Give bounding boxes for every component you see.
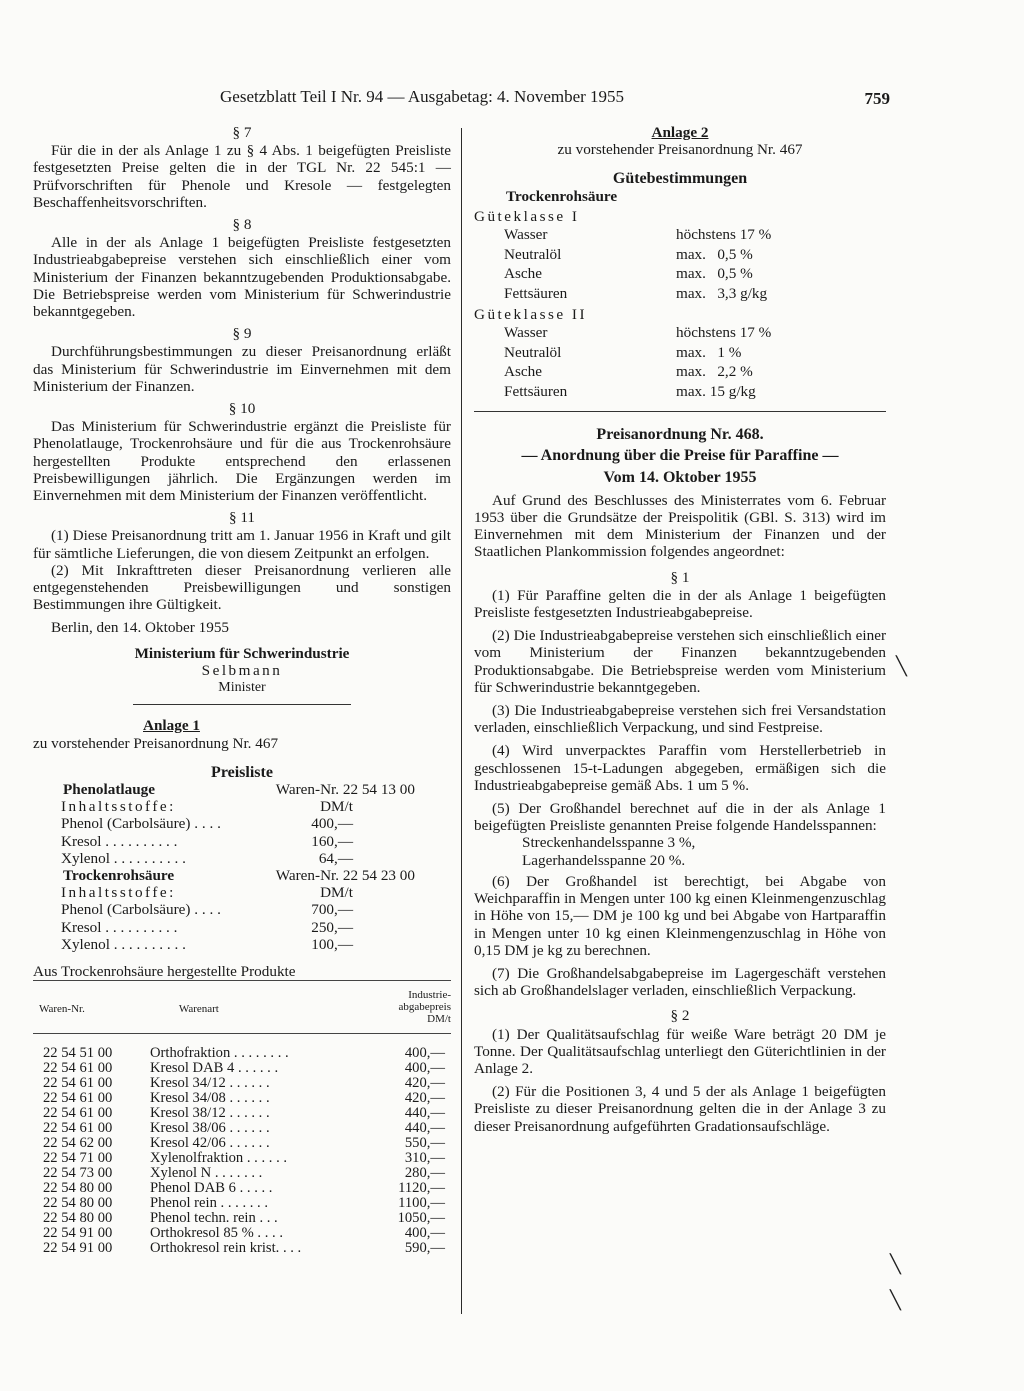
ministry-name: Ministerium für Schwerindustrie [134,644,350,662]
leader: . . . . [257,1224,283,1241]
cell-price: 590,— [404,1239,445,1256]
table-row [33,1166,451,1181]
cell-waren-nr: 22 54 91 00 [43,1224,113,1241]
leader: . . . . . . . . . . [105,918,178,936]
anlage2-title: Anlage 2 [651,124,709,141]
quality-product: Trockenrohsäure [506,187,618,205]
paragraph: Auf Grund des Beschlusses des Ministerrates vom 6. Februar 1953 über die Grundsätze der Preispolitik (GBl. S. 313) wird im Einvernehmen mit dem Ministerium der Finanzen und der Staatlichen Plankommission folgendes angeordnet: [474,491,886,561]
quality-key: Wasser [504,226,548,244]
table-row [33,1241,451,1256]
cell-waren-nr: 22 54 61 00 [43,1090,113,1106]
quality-value: höchstens 17 % [676,324,772,342]
cell-price: 420,— [404,1075,445,1092]
separator [474,411,886,412]
anlage1-title: Anlage 1 [143,717,200,735]
quality-key: Fettsäuren [504,382,568,400]
item-name: Kresol [61,918,102,936]
quality-row [474,225,886,245]
col-price [398,989,451,1025]
item-price: 100,— [311,935,353,953]
item-name: Phenol (Carbolsäure) [61,815,191,833]
waren-nr: Waren-Nr. 22 54 13 00 [275,780,415,798]
unit: DM/t [320,798,353,816]
cell-warenart [150,1181,375,1196]
table-row [33,1106,451,1121]
paragraph: (3) Die Industrieabgabepreise verstehen sich frei Versandstation verladen, einschließlich Verpackung, und sind Festpreise. [474,702,886,737]
item-name: Phenol (Carbolsäure) [61,901,191,919]
margin-stroke-icon: ╲ [896,656,907,676]
products-table-body [33,1046,451,1255]
table-row [33,1196,451,1211]
cell-warenart [150,1061,375,1076]
paragraph: (1) Für Paraffine gelten die in der als Anlage 1 beigefügten Preisliste festgesetzten Industrieabgabepreise. [474,586,886,622]
quality-class-name: Güteklasse I [474,207,580,225]
product-name: Orthokresol rein krist. [150,1239,280,1256]
anlage1-subtitle: zu vorstehender Preisanordnung Nr. 467 [33,734,279,752]
price-group [33,781,451,867]
cell-price: 400,— [404,1060,445,1077]
table-row [33,1151,451,1166]
table-row [33,1226,451,1241]
quality-value: höchstens 17 % [676,226,772,244]
quality-class-name: Güteklasse II [474,306,588,324]
item-price: 250,— [311,918,353,936]
leader: . . . . . . . . . . [113,849,186,867]
table-row [33,1076,451,1091]
product-name: Orthofraktion [150,1045,231,1062]
product-name: Kresol 34/12 [150,1075,226,1092]
quality-row [474,264,886,284]
quality-value: max. 3,3 g/kg [676,284,768,302]
table-row [33,1181,451,1196]
leader: . . . . . . [229,1075,270,1092]
item-price: 700,— [311,901,353,919]
leader: . . . [282,1239,302,1256]
quality-row [474,284,886,304]
signer-name: Selbmann [201,661,283,679]
item-name: Xylenol [61,849,110,867]
column-divider [461,128,462,1314]
leader: . . . . . . [237,1060,279,1077]
quality-value: max. 0,5 % [676,265,753,283]
contents-label: Inhaltsstoffe: [61,884,176,902]
group-name: Trockenrohsäure [63,866,175,884]
left-column [33,124,451,1255]
paragraph: (1) Der Qualitätsaufschlag für weiße Ware beträgt 20 DM je Tonne. Der Qualitätsaufschlag unterliegt den Güterichtlinien in der Anlage 2. [474,1025,886,1077]
pa468-subtitle: — Anordnung über die Preise für Paraffine — [521,447,839,465]
col-price-line2: abgabepreis [398,1001,451,1014]
paragraph: (5) Der Großhandel berechnet auf die in der als Anlage 1 beigefügten Preisliste genannten Preise folgende Handelsspannen: [474,800,886,835]
cell-price: 440,— [404,1119,445,1136]
paragraph: (6) Der Großhandel ist berechtigt, bei Abgabe von Weichparaffin in Mengen unter 100 kg einen Kleinmengenzuschlag in Höhe von 15,— DM je 100 kg und bei Abgabe von Hartparaffin in Mengen unter 10 kg einen Kleinmengenzuschlag in Höhe von 0,15 DM je kg zu berechnen. [474,872,886,959]
waren-nr: Waren-Nr. 22 54 23 00 [275,866,415,884]
price-row [33,919,451,936]
paragraph: (1) Diese Preisanordnung tritt am 1. Januar 1956 in Kraft und gilt für sämtliche Lieferungen, die von diesem Zeitpunkt an erfolgen. [33,527,451,562]
price-row [33,901,451,918]
product-name: Phenol DAB 6 [150,1179,236,1196]
table-row [33,1061,451,1076]
price-row [33,850,451,867]
cell-price: 400,— [404,1224,445,1241]
cell-price: 310,— [404,1149,445,1166]
col-price-line1: Industrie- [408,989,451,1002]
leader: . . . . [194,815,221,833]
product-name: Kresol 38/12 [150,1104,226,1121]
margin-line: Lagerhandelsspanne 20 %. [522,851,686,869]
cell-price: 280,— [404,1164,445,1181]
leader: . . . . . . [229,1104,270,1121]
running-title: Gesetzblatt Teil I Nr. 94 — Ausgabetag: 4. November 1955 [220,87,625,106]
cell-warenart [150,1241,375,1256]
leader: . . . . . . [246,1149,288,1166]
product-name: Kresol 34/08 [150,1090,226,1106]
col-price-line3: DM/t [427,1013,451,1026]
cell-warenart [150,1151,375,1166]
section-heading: § 1 [670,568,690,586]
cell-waren-nr: 22 54 80 00 [43,1179,113,1196]
leader: . . . . . [239,1179,273,1196]
quality-value: max. 1 % [676,343,742,361]
margin-line: Streckenhandelsspanne 3 %, [522,834,696,852]
cell-warenart [150,1211,375,1226]
quality-key: Asche [504,265,542,283]
product-name: Phenol techn. rein [150,1209,256,1226]
quality-value: max. 0,5 % [676,245,753,263]
price-group [33,867,451,953]
pa468-date: Vom 14. Oktober 1955 [603,468,757,486]
quality-key: Fettsäuren [504,284,568,302]
cell-price: 550,— [404,1134,445,1151]
product-name: Phenol rein [150,1194,217,1211]
cell-warenart [150,1091,375,1106]
cell-price: 1120,— [398,1179,445,1196]
cell-waren-nr: 22 54 80 00 [43,1194,113,1211]
price-row [33,815,451,832]
right-column [474,124,886,1135]
leader: . . . . [194,901,221,919]
unit: DM/t [320,884,353,902]
margin-stroke-icon: ╲ [890,1254,901,1274]
product-name: Kresol 38/06 [150,1119,226,1136]
cell-warenart [150,1121,375,1136]
section-heading: § 8 [232,216,252,234]
col-waren-nr: Waren-Nr. [39,1003,85,1016]
price-row [33,936,451,953]
anlage2-subtitle: zu vorstehender Preisanordnung Nr. 467 [557,141,803,159]
section-heading: § 11 [228,509,255,527]
product-name: Kresol DAB 4 [150,1060,235,1077]
cell-warenart [150,1166,375,1181]
quality-row [474,245,886,265]
page-number: 759 [864,89,890,108]
price-list-title: Preisliste [211,763,273,781]
cell-waren-nr: 22 54 61 00 [43,1075,113,1092]
product-name: Xylenolfraktion [150,1149,244,1166]
cell-waren-nr: 22 54 61 00 [43,1104,113,1121]
col-warenart: Warenart [178,1003,219,1016]
table-row [33,1091,451,1106]
item-name: Xylenol [61,935,110,953]
item-price: 64,— [318,849,353,867]
paragraph: (4) Wird unverpacktes Paraffin vom Herstellerbetrieb in geschlossenen 15-t-Ladungen abgegeben, ermäßigen sich die Industrieabgabepreise gemäß Abs. 1 um 5 %. [474,742,886,794]
section-heading: § 10 [228,400,256,418]
paragraph: (7) Die Großhandelsabgabepreise im Lagergeschäft verstehen sich ab Großhandelslager verladen, einschließlich Verpackung. [474,964,886,1000]
leader: . . . . . . . . . . [105,832,178,850]
cell-price: 420,— [404,1090,445,1106]
table-row [33,1046,451,1061]
leader: . . . . . . . . . . [113,935,186,953]
cell-price: 1100,— [398,1194,445,1211]
leader: . . . . . . [229,1119,270,1136]
contents-label: Inhaltsstoffe: [61,798,176,816]
group-name: Phenolatlauge [63,780,155,798]
cell-waren-nr: 22 54 51 00 [43,1045,113,1062]
quality-key: Wasser [504,324,548,342]
price-groups [33,781,451,953]
cell-waren-nr: 22 54 61 00 [43,1119,113,1136]
cell-warenart [150,1106,375,1121]
section-heading: § 2 [670,1007,690,1025]
cell-warenart [150,1196,375,1211]
item-name: Kresol [61,832,102,850]
leader: . . . . . . . [214,1164,263,1181]
leader: . . . . . . . [220,1194,268,1211]
paragraph: (2) Mit Inkrafttreten dieser Preisanordnung verlieren alle entgegenstehenden Preisbewilligungen und sonstigen Bestimmungen ihre Gültigkeit. [33,561,451,614]
products-title: Aus Trockenrohsäure hergestellte Produkte [33,962,296,980]
quality-row [474,382,886,402]
separator [133,704,351,705]
leader: . . . . . . [229,1134,270,1151]
place-date: Berlin, den 14. Oktober 1955 [51,619,230,637]
cell-waren-nr: 22 54 80 00 [43,1209,113,1226]
section-heading: § 9 [232,325,252,343]
cell-warenart [150,1076,375,1091]
product-name: Xylenol N [150,1164,212,1181]
table-row [33,1121,451,1136]
paragraph: Für die in der als Anlage 1 zu § 4 Abs. 1 beigefügten Preisliste festgesetzten Preise gelten die in der TGL Nr. 22 545:1 — Prüfvorschriften für Phenole und Kresole — festgelegten Beschaffenheitsvorschriften. [33,142,451,211]
item-price: 160,— [311,832,353,850]
cell-price: 440,— [404,1104,445,1121]
quality-heading: Gütebestimmungen [612,170,748,188]
quality-key: Neutralöl [504,245,562,263]
leader: . . . [259,1209,278,1226]
cell-price: 400,— [404,1045,445,1062]
margin-stroke-icon: ╲ [890,1290,901,1310]
section-heading: § 7 [232,124,252,141]
paragraph: (2) Die Industrieabgabepreise verstehen sich einschließlich einer vom Ministerium der Finanzen bekanntzugebenden Produktionsabgabe. Die Betriebspreise werden vom Ministerium für Schwerindustrie bekanntgegeben. [474,627,886,696]
product-name: Kresol 42/06 [150,1134,226,1151]
table-row [33,1211,451,1226]
quality-row [474,323,886,343]
quality-value: max. 2,2 % [676,363,753,381]
quality-classes [474,208,886,401]
quality-key: Neutralöl [504,343,562,361]
paragraph: Durchführungsbestimmungen zu dieser Preisanordnung erläßt das Ministerium für Schwerindustrie im Einvernehmen mit dem Ministerium der Finanzen. [33,343,451,395]
cell-waren-nr: 22 54 62 00 [43,1134,113,1151]
item-price: 400,— [311,815,353,833]
paragraph: (2) Für die Positionen 3, 4 und 5 der als Anlage 1 beigefügten Preisliste zu dieser Preisanordnung gelten die in der Anlage 3 zu dieser Preisanordnung aufgeführten Gradationsaufschläge. [474,1083,886,1135]
quality-row [474,343,886,363]
cell-waren-nr: 22 54 73 00 [43,1164,113,1181]
table-row [33,1136,451,1151]
cell-waren-nr: 22 54 71 00 [43,1149,113,1166]
pa468-title: Preisanordnung Nr. 468. [596,426,764,444]
signer-title: Minister [218,680,266,696]
page-header [220,84,890,110]
quality-value: max. 15 g/kg [676,382,756,400]
quality-key: Asche [504,363,542,381]
paragraph: Alle in der als Anlage 1 beigefügten Preisliste festgesetzten Industrieabgabepreise verstehen sich einschließlich einer vom Ministerium der Finanzen bekanntzugebenden Produktionsabgabe. Die Betriebspreise werden vom Ministerium für Schwerindustrie bekanntgegeben. [33,234,451,321]
leader: . . . . . . [229,1090,270,1106]
price-row [33,833,451,850]
product-name: Orthokresol 85 % [150,1224,254,1241]
cell-warenart [150,1136,375,1151]
products-table-header [33,980,451,1034]
cell-price: 1050,— [397,1209,445,1226]
leader: . . . . . . . . [233,1045,289,1062]
paragraph: Das Ministerium für Schwerindustrie ergänzt die Preisliste für Phenolatlauge, Trockenrohsäure und für die aus Trockenrohsäure hergestellten Produkte entsprechend den erlassenen Preisbewilligungen jährlich. Die Ergänzungen werden im Einvernehmen mit dem Ministerium der Finanzen veröffentlicht. [33,418,451,505]
cell-warenart [150,1046,375,1061]
cell-waren-nr: 22 54 91 00 [43,1239,113,1256]
cell-warenart [150,1226,375,1241]
quality-row [474,362,886,382]
cell-waren-nr: 22 54 61 00 [43,1060,113,1077]
